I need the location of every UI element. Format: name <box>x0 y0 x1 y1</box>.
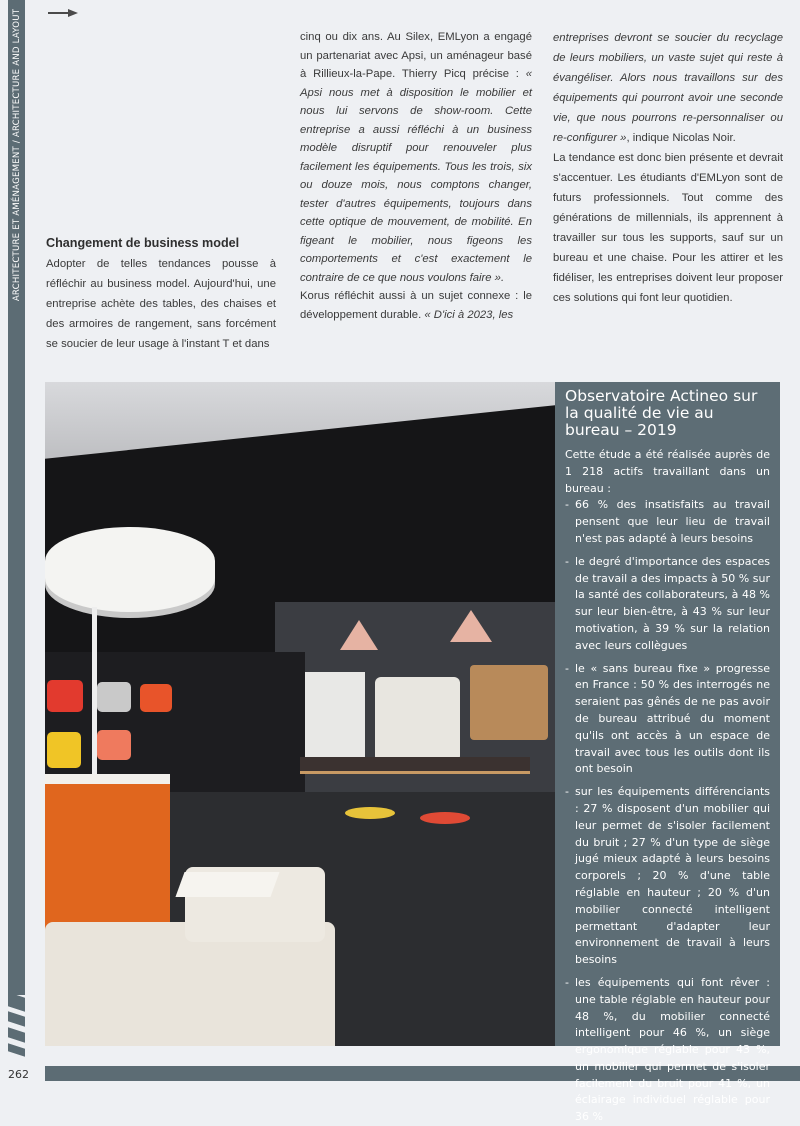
list-item: - le « sans bureau fixe » progresse en France : 50 % des interrogés ne seraient pas gênés de ne pas avoir de bureau attribué du moment qu'ils ont accès à un espace de travail avec tous les outils dont ils ont besoin <box>565 661 770 779</box>
article-column-1 <box>46 232 276 354</box>
section-label-text: ARCHITECTURE ET AMÉNAGEMENT / ARCHITECTURE AND LAYOUT <box>11 8 22 302</box>
side-tablet <box>175 872 279 897</box>
list-item: - les équipements qui font rêver : une table réglable en hauteur pour 48 %, du mobilier connecté intelligent pour 46 %, un siège ergonomique réglable pour 43 %, un mobilier qui permet de s'isoler facilement du bruit pour 41 %, un éclairage individuel réglable pour 36 % <box>565 975 770 1126</box>
round-floor-lamp <box>45 527 215 612</box>
list-item: - le degré d'importance des espaces de travail a des impacts à 50 % sur la santé des collaborateurs, à 48 % sur leur bien-être, à 43 % sur leur motivation, à 39 % sur la relation avec leurs collègues <box>565 554 770 655</box>
cork-board <box>470 665 548 740</box>
shelving <box>45 652 305 792</box>
decorative-stripe <box>8 1043 25 1057</box>
brochure-rack <box>305 672 365 762</box>
article-column-3 <box>553 28 783 308</box>
sidebar-intro: Cette étude a été réalisée auprès de 1 218 actifs travaillant dans un bureau : <box>565 448 770 495</box>
section-label <box>8 0 25 310</box>
decorative-stripe <box>8 1027 25 1043</box>
office-photo <box>45 382 555 1046</box>
article-column-2 <box>300 28 532 324</box>
paragraph <box>553 28 783 148</box>
quote: entreprises devront se soucier du recyclage de leurs mobiliers, un vaste sujet qui reste à évangéliser. Alors nous travaillons sur des équipements qui pourront avoir une seconde vie, que nous pourrons re-personnaliser ou re-configurer » <box>553 32 783 144</box>
text: cinq ou dix ans. Au Silex, EMLyon a engagé un partenariat avec Apsi, un aménageur basé à Rillieux-la-Pape. Thierry Picq précise : <box>300 31 532 80</box>
text: , indique Nicolas Noir. <box>626 132 736 144</box>
quote: « Apsi nous met à disposition le mobilier et nous lui servons de show-room. Cette entreprise a aussi réfléchi à un business modèle disruptif pour renouveler plus facilement les équipements. Tous les trois, six ou douze mois, nous comptons changer, tester d'autres équipements, toujours dans cette optique de mouvement, de mobilité. En figeant le mobilier, nous figeons les comportements et c'est exactement le contraire de ce que nous voulons faire ». <box>300 68 532 284</box>
paragraph <box>300 287 532 324</box>
text: Korus réfléchit aussi à un sujet connexe : le développement durable. <box>300 290 532 321</box>
page-number: 262 <box>8 1068 29 1081</box>
paragraph <box>300 28 532 287</box>
lamp-pole <box>92 607 97 787</box>
whiteboard <box>375 677 460 762</box>
sidebar-title: Observatoire Actineo sur la qualité de vie au bureau – 2019 <box>565 387 758 439</box>
salmon-bin <box>97 730 131 760</box>
observatoire-sidebar <box>555 382 780 1124</box>
red-stool <box>420 812 470 824</box>
grey-bin <box>97 682 131 712</box>
paragraph: La tendance est donc bien présente et devrait s'accentuer. Les étudiants d'EMLyon sont de futurs professionnels. Tout comme des générations de millennials, ils apprennent à travailler sur tous les supports, sauf sur un bureau et une chaise. Pour les attirer et les fidéliser, les entreprises doivent leur proposer ces solutions qui font leur quotidien. <box>553 152 783 304</box>
list-item: - 66 % des insatisfaits au travail pensent que leur lieu de travail n'est pas adapté à leurs besoins <box>565 497 770 547</box>
sidebar-list <box>565 497 770 1126</box>
high-table <box>300 757 530 774</box>
yellow-stool <box>345 807 395 819</box>
paragraph: Adopter de telles tendances pousse à réfléchir au business model. Aujourd'hui, une entreprise achète des tables, des chaises et des armoires de rangement, sans forcément se soucier de leur usage à l'instant T et dans <box>46 258 276 350</box>
list-item: - sur les équipements différenciants : 27 % disposent d'un mobilier qui leur permet de s'isoler facilement du bruit ; 27 % d'un type de siège jugé mieux adapté à leurs besoins corporels ; 20 % d'une table réglable en hauteur ; 20 % d'un mobilier connecté intelligent permettant d'adapter leur environnement de travail à leurs besoins <box>565 784 770 969</box>
section-heading: Changement de business model <box>46 236 240 250</box>
arrow-right-icon <box>48 8 78 18</box>
orange-bin <box>140 684 172 712</box>
decorative-stripe <box>8 992 25 1012</box>
decorative-stripe <box>8 1011 25 1027</box>
red-bin <box>47 680 83 712</box>
yellow-bin <box>47 732 81 768</box>
quote: « D'ici à 2023, les <box>424 308 514 321</box>
panel-top <box>45 774 170 784</box>
